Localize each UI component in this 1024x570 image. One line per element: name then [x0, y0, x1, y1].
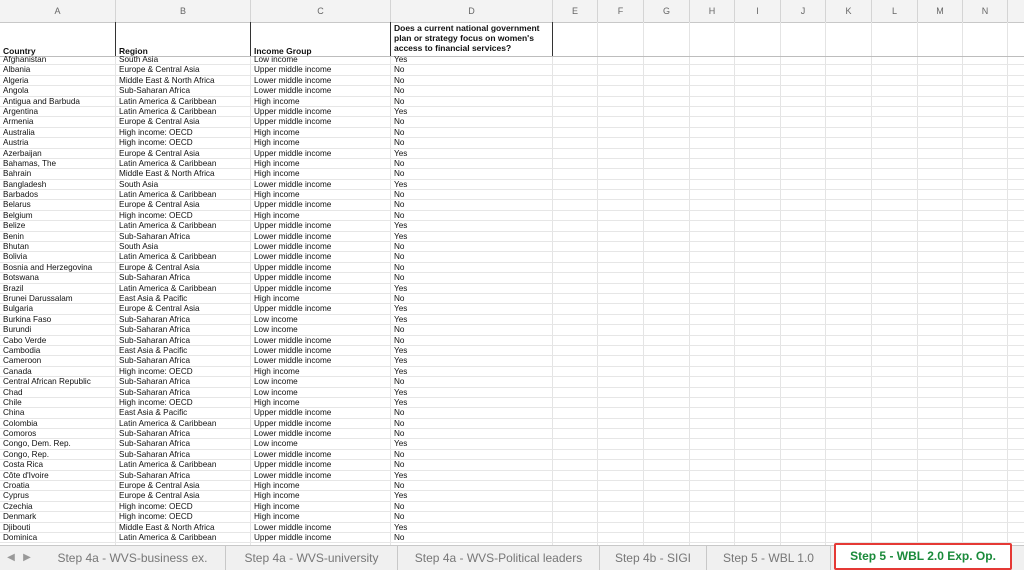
cell-country[interactable]: Cabo Verde [3, 335, 47, 345]
cell-income-group[interactable]: Upper middle income [254, 408, 332, 418]
cell-country[interactable]: Djibouti [3, 522, 31, 532]
cell-country[interactable]: Bahrain [3, 169, 32, 179]
table-row [0, 232, 1024, 242]
cell-country[interactable]: Colombia [3, 418, 38, 428]
cell-country[interactable]: Belize [3, 221, 26, 231]
table-row [0, 367, 1024, 377]
header-income-group[interactable]: Income Group [254, 46, 312, 56]
table-row [0, 315, 1024, 325]
table-row [0, 138, 1024, 148]
table-row [0, 304, 1024, 314]
table-row [0, 263, 1024, 273]
sheet-tab[interactable]: Step 5 - WBL 2.0 Exp. Op. [834, 543, 1012, 570]
cell-income-group[interactable]: High income [254, 481, 300, 491]
cell-region[interactable]: Latin America & Caribbean [119, 221, 217, 231]
cell-region[interactable]: Europe & Central Asia [119, 491, 200, 501]
cell-country[interactable]: Comoros [3, 429, 37, 439]
cell-answer[interactable]: No [394, 210, 405, 220]
cell-region[interactable]: High income: OECD [119, 138, 193, 148]
cell-region[interactable]: Sub-Saharan Africa [119, 439, 191, 449]
table-row [0, 481, 1024, 491]
cell-answer[interactable]: Yes [394, 304, 408, 314]
cell-answer[interactable]: No [394, 127, 405, 137]
cell-income-group[interactable]: High income [254, 127, 300, 137]
cell-income-group[interactable]: Lower middle income [254, 345, 332, 355]
table-row [0, 336, 1024, 346]
table-row [0, 211, 1024, 221]
table-row [0, 76, 1024, 86]
cell-answer[interactable]: No [394, 512, 405, 522]
cell-answer[interactable]: No [394, 293, 405, 303]
cell-income-group[interactable]: High income [254, 512, 300, 522]
cell-region[interactable]: High income: OECD [119, 127, 193, 137]
cell-income-group[interactable]: High income [254, 366, 300, 376]
cell-answer[interactable]: Yes [394, 491, 408, 501]
table-row [0, 450, 1024, 460]
cell-country[interactable]: Congo, Rep. [3, 449, 49, 459]
header-row [0, 22, 1024, 57]
cell-income-group[interactable]: High income [254, 138, 300, 148]
cell-region[interactable]: Latin America & Caribbean [119, 190, 217, 200]
cell-answer[interactable]: Yes [394, 283, 408, 293]
sheet-tab[interactable]: Step 4a - WVS-Political leaders [398, 546, 600, 570]
table-row [0, 533, 1024, 543]
cell-region[interactable]: Sub-Saharan Africa [119, 231, 191, 241]
cell-income-group[interactable]: High income [254, 158, 300, 168]
cell-country[interactable]: Czechia [3, 501, 33, 511]
header-region[interactable]: Region [119, 46, 148, 56]
cell-income-group[interactable]: Lower middle income [254, 335, 332, 345]
cell-income-group[interactable]: High income [254, 397, 300, 407]
cell-region[interactable]: Sub-Saharan Africa [119, 335, 191, 345]
cell-answer[interactable]: Yes [394, 179, 408, 189]
table-row [0, 325, 1024, 335]
cell-answer[interactable]: No [394, 86, 405, 96]
cell-region[interactable]: Latin America & Caribbean [119, 252, 217, 262]
table-row [0, 180, 1024, 190]
cell-country[interactable]: Barbados [3, 190, 39, 200]
cell-region[interactable]: Middle East & North Africa [119, 75, 215, 85]
cell-country[interactable]: Burkina Faso [3, 314, 52, 324]
cell-answer[interactable]: Yes [394, 470, 408, 480]
cell-country[interactable]: China [3, 408, 25, 418]
header-country[interactable]: Country [3, 46, 36, 56]
table-row [0, 117, 1024, 127]
table-row [0, 55, 1024, 65]
cell-country[interactable]: Croatia [3, 481, 30, 491]
table-row [0, 86, 1024, 96]
cell-country[interactable]: Congo, Dem. Rep. [3, 439, 71, 449]
cell-region[interactable]: High income: OECD [119, 366, 193, 376]
cell-income-group[interactable]: High income [254, 293, 300, 303]
cell-income-group[interactable]: Upper middle income [254, 200, 332, 210]
cell-country[interactable]: Denmark [3, 512, 37, 522]
cell-country[interactable]: Belarus [3, 200, 31, 210]
next-sheet-icon[interactable]: ▶ [23, 552, 31, 563]
cell-country[interactable]: Bosnia and Herzegovina [3, 262, 93, 272]
column-header-l[interactable]: L [872, 0, 918, 22]
table-row [0, 523, 1024, 533]
cell-region[interactable]: Latin America & Caribbean [119, 96, 217, 106]
cell-region[interactable]: Sub-Saharan Africa [119, 314, 191, 324]
table-row [0, 460, 1024, 470]
cell-income-group[interactable]: Lower middle income [254, 429, 332, 439]
data-rows [0, 55, 1024, 543]
cell-income-group[interactable]: Lower middle income [254, 231, 332, 241]
cell-country[interactable]: Austria [3, 138, 29, 148]
cell-answer[interactable]: No [394, 117, 405, 127]
cell-income-group[interactable]: Low income [254, 55, 298, 64]
cell-income-group[interactable]: Upper middle income [254, 65, 332, 75]
column-header-a[interactable]: A [0, 0, 116, 22]
cell-country[interactable]: Bhutan [3, 242, 29, 252]
cell-country[interactable]: Cameroon [3, 356, 42, 366]
cell-country[interactable]: Costa Rica [3, 460, 44, 470]
cell-region[interactable]: Latin America & Caribbean [119, 418, 217, 428]
cell-income-group[interactable]: Lower middle income [254, 356, 332, 366]
cell-country[interactable]: Algeria [3, 75, 29, 85]
table-row [0, 429, 1024, 439]
cell-region[interactable]: Middle East & North Africa [119, 522, 215, 532]
cell-region[interactable]: Europe & Central Asia [119, 65, 200, 75]
table-row [0, 502, 1024, 512]
cell-income-group[interactable]: Upper middle income [254, 418, 332, 428]
cell-country[interactable]: Botswana [3, 273, 39, 283]
table-row [0, 471, 1024, 481]
cell-country[interactable]: Argentina [3, 106, 39, 116]
table-row [0, 377, 1024, 387]
sheet-tab[interactable]: Step 4a - WVS-business ex. [40, 546, 226, 570]
table-row [0, 200, 1024, 210]
sheet-tab[interactable]: Step 5 - WBL 1.0 [707, 546, 831, 570]
column-header-h[interactable]: H [690, 0, 735, 22]
column-header-c[interactable]: C [251, 0, 391, 22]
column-header-b[interactable]: B [116, 0, 251, 22]
cell-income-group[interactable]: High income [254, 169, 300, 179]
cell-answer[interactable]: Yes [394, 387, 408, 397]
cell-country[interactable]: Bahamas, The [3, 158, 57, 168]
column-header-f[interactable]: F [598, 0, 644, 22]
table-row [0, 252, 1024, 262]
table-row [0, 439, 1024, 449]
cell-region[interactable]: Europe & Central Asia [119, 117, 200, 127]
cell-region[interactable]: Sub-Saharan Africa [119, 449, 191, 459]
column-header-g[interactable]: G [644, 0, 690, 22]
cell-income-group[interactable]: Low income [254, 325, 298, 335]
cell-income-group[interactable]: Lower middle income [254, 252, 332, 262]
cell-region[interactable]: Sub-Saharan Africa [119, 86, 191, 96]
cell-region[interactable]: Sub-Saharan Africa [119, 470, 191, 480]
cell-country[interactable]: Cyprus [3, 491, 29, 501]
cell-answer[interactable]: Yes [394, 397, 408, 407]
cell-answer[interactable]: Yes [394, 439, 408, 449]
column-header-bar [0, 0, 1024, 23]
cell-answer[interactable]: No [394, 460, 405, 470]
cell-income-group[interactable]: Lower middle income [254, 86, 332, 96]
cell-country[interactable]: Brunei Darussalam [3, 293, 73, 303]
cell-country[interactable]: Bulgaria [3, 304, 34, 314]
cell-answer[interactable]: No [394, 429, 405, 439]
cell-income-group[interactable]: High income [254, 501, 300, 511]
table-row [0, 65, 1024, 75]
table-row [0, 97, 1024, 107]
cell-country[interactable]: Australia [3, 127, 35, 137]
cell-answer[interactable]: Yes [394, 148, 408, 158]
cell-answer[interactable]: Yes [394, 231, 408, 241]
table-row [0, 284, 1024, 294]
cell-income-group[interactable]: Upper middle income [254, 532, 332, 542]
table-row [0, 273, 1024, 283]
sheet-tab[interactable]: Step 4b - SIGI [600, 546, 707, 570]
column-header-k[interactable]: K [826, 0, 872, 22]
cell-answer[interactable]: No [394, 449, 405, 459]
sheet-tab[interactable]: Step 4a - WVS-university [226, 546, 398, 570]
cell-region[interactable]: Europe & Central Asia [119, 262, 200, 272]
cell-region[interactable]: South Asia [119, 179, 159, 189]
cell-region[interactable]: Middle East & North Africa [119, 169, 215, 179]
cell-region[interactable]: Latin America & Caribbean [119, 283, 217, 293]
table-row [0, 408, 1024, 418]
cell-region[interactable]: Latin America & Caribbean [119, 158, 217, 168]
table-row [0, 294, 1024, 304]
prev-sheet-icon[interactable]: ◀ [7, 552, 15, 563]
table-row [0, 512, 1024, 522]
cell-income-group[interactable]: Lower middle income [254, 470, 332, 480]
table-row [0, 491, 1024, 501]
cell-region[interactable]: Sub-Saharan Africa [119, 273, 191, 283]
sheet-tab-bar [0, 545, 1024, 570]
cell-income-group[interactable]: Lower middle income [254, 179, 332, 189]
table-row [0, 159, 1024, 169]
table-row [0, 419, 1024, 429]
column-header-d[interactable]: D [391, 0, 553, 22]
cell-country[interactable]: Armenia [3, 117, 34, 127]
cell-country[interactable]: Bangladesh [3, 179, 47, 189]
column-header-m[interactable]: M [918, 0, 963, 22]
cell-country[interactable]: Canada [3, 366, 32, 376]
table-row [0, 107, 1024, 117]
cell-income-group[interactable]: Upper middle income [254, 304, 332, 314]
column-header-i[interactable]: I [735, 0, 781, 22]
cell-region[interactable]: Sub-Saharan Africa [119, 325, 191, 335]
cell-answer[interactable]: No [394, 273, 405, 283]
cell-answer[interactable]: Yes [394, 522, 408, 532]
cell-income-group[interactable]: Upper middle income [254, 148, 332, 158]
cell-region[interactable]: Sub-Saharan Africa [119, 387, 191, 397]
cell-income-group[interactable]: Low income [254, 439, 298, 449]
cell-income-group[interactable]: High income [254, 190, 300, 200]
cell-answer[interactable]: No [394, 242, 405, 252]
cell-income-group[interactable]: Upper middle income [254, 106, 332, 116]
cell-region[interactable]: Latin America & Caribbean [119, 532, 217, 542]
cell-income-group[interactable]: Upper middle income [254, 117, 332, 127]
cell-income-group[interactable]: Low income [254, 387, 298, 397]
cell-region[interactable]: Sub-Saharan Africa [119, 429, 191, 439]
cell-region[interactable]: High income: OECD [119, 501, 193, 511]
cell-income-group[interactable]: High income [254, 491, 300, 501]
cell-answer[interactable]: No [394, 335, 405, 345]
cell-answer[interactable]: No [394, 418, 405, 428]
cell-answer[interactable]: No [394, 169, 405, 179]
cell-answer[interactable]: No [394, 532, 405, 542]
cell-country[interactable]: Brazil [3, 283, 24, 293]
cell-country[interactable]: Angola [3, 86, 29, 96]
cell-answer[interactable]: No [394, 200, 405, 210]
column-header-n[interactable]: N [963, 0, 1008, 22]
cell-region[interactable]: Europe & Central Asia [119, 200, 200, 210]
cell-region[interactable]: High income: OECD [119, 210, 193, 220]
cell-income-group[interactable]: Upper middle income [254, 221, 332, 231]
cell-country[interactable]: Chad [3, 387, 23, 397]
cell-answer[interactable]: Yes [394, 345, 408, 355]
cell-region[interactable]: East Asia & Pacific [119, 345, 188, 355]
table-row [0, 346, 1024, 356]
cell-answer[interactable]: Yes [394, 221, 408, 231]
cell-answer[interactable]: Yes [394, 356, 408, 366]
cell-region[interactable]: High income: OECD [119, 512, 193, 522]
cell-region[interactable]: South Asia [119, 242, 159, 252]
cell-region[interactable]: Latin America & Caribbean [119, 106, 217, 116]
cell-income-group[interactable]: Lower middle income [254, 242, 332, 252]
table-row [0, 242, 1024, 252]
cell-income-group[interactable]: Lower middle income [254, 522, 332, 532]
cell-answer[interactable]: No [394, 262, 405, 272]
cell-region[interactable]: South Asia [119, 55, 159, 64]
cell-country[interactable]: Albania [3, 65, 31, 75]
cell-answer[interactable]: No [394, 138, 405, 148]
column-header-j[interactable]: J [781, 0, 826, 22]
cell-income-group[interactable]: Low income [254, 314, 298, 324]
cell-country[interactable]: Cambodia [3, 345, 41, 355]
cell-answer[interactable]: No [394, 158, 405, 168]
cell-region[interactable]: High income: OECD [119, 397, 193, 407]
cell-region[interactable]: Latin America & Caribbean [119, 460, 217, 470]
cell-country[interactable]: Azerbaijan [3, 148, 42, 158]
cell-income-group[interactable]: High income [254, 96, 300, 106]
cell-income-group[interactable]: Upper middle income [254, 262, 332, 272]
cell-answer[interactable]: No [394, 377, 405, 387]
cell-country[interactable]: Côte d'Ivoire [3, 470, 49, 480]
cell-country[interactable]: Afghanistan [3, 55, 47, 64]
cell-income-group[interactable]: Lower middle income [254, 449, 332, 459]
cell-region[interactable]: East Asia & Pacific [119, 293, 188, 303]
cell-answer[interactable]: Yes [394, 314, 408, 324]
table-row [0, 149, 1024, 159]
cell-income-group[interactable]: Low income [254, 377, 298, 387]
table-row [0, 169, 1024, 179]
cell-answer[interactable]: No [394, 96, 405, 106]
cell-country[interactable]: Dominica [3, 532, 38, 542]
cell-answer[interactable]: Yes [394, 106, 408, 116]
cell-answer[interactable]: No [394, 252, 405, 262]
header-question[interactable]: Does a current national government plan or strategy focus on women's access to financial services? [394, 23, 540, 53]
cell-country[interactable]: Central African Republic [3, 377, 91, 387]
cell-country[interactable]: Chile [3, 397, 22, 407]
cell-country[interactable]: Bolivia [3, 252, 28, 262]
cell-income-group[interactable]: Lower middle income [254, 75, 332, 85]
cell-country[interactable]: Benin [3, 231, 24, 241]
cell-region[interactable]: East Asia & Pacific [119, 408, 188, 418]
cell-region[interactable]: Europe & Central Asia [119, 148, 200, 158]
cell-answer[interactable]: No [394, 408, 405, 418]
column-divider [552, 22, 553, 56]
cell-region[interactable]: Sub-Saharan Africa [119, 356, 191, 366]
cell-answer[interactable]: No [394, 501, 405, 511]
table-row [0, 356, 1024, 366]
table-row [0, 190, 1024, 200]
cell-region[interactable]: Europe & Central Asia [119, 304, 200, 314]
cell-income-group[interactable]: High income [254, 210, 300, 220]
cell-region[interactable]: Sub-Saharan Africa [119, 377, 191, 387]
cell-answer[interactable]: Yes [394, 366, 408, 376]
cell-country[interactable]: Burundi [3, 325, 32, 335]
column-header-e[interactable]: E [553, 0, 598, 22]
cell-country[interactable]: Belgium [3, 210, 33, 220]
cell-region[interactable]: Europe & Central Asia [119, 481, 200, 491]
cell-income-group[interactable]: Upper middle income [254, 460, 332, 470]
cell-answer[interactable]: No [394, 325, 405, 335]
cell-country[interactable]: Antigua and Barbuda [3, 96, 80, 106]
cell-income-group[interactable]: Upper middle income [254, 283, 332, 293]
table-row [0, 398, 1024, 408]
cell-income-group[interactable]: Upper middle income [254, 273, 332, 283]
table-row [0, 221, 1024, 231]
cell-answer[interactable]: No [394, 65, 405, 75]
cell-answer[interactable]: No [394, 481, 405, 491]
cell-answer[interactable]: Yes [394, 55, 408, 64]
cell-answer[interactable]: No [394, 190, 405, 200]
table-row [0, 128, 1024, 138]
cell-answer[interactable]: No [394, 75, 405, 85]
table-row [0, 388, 1024, 398]
